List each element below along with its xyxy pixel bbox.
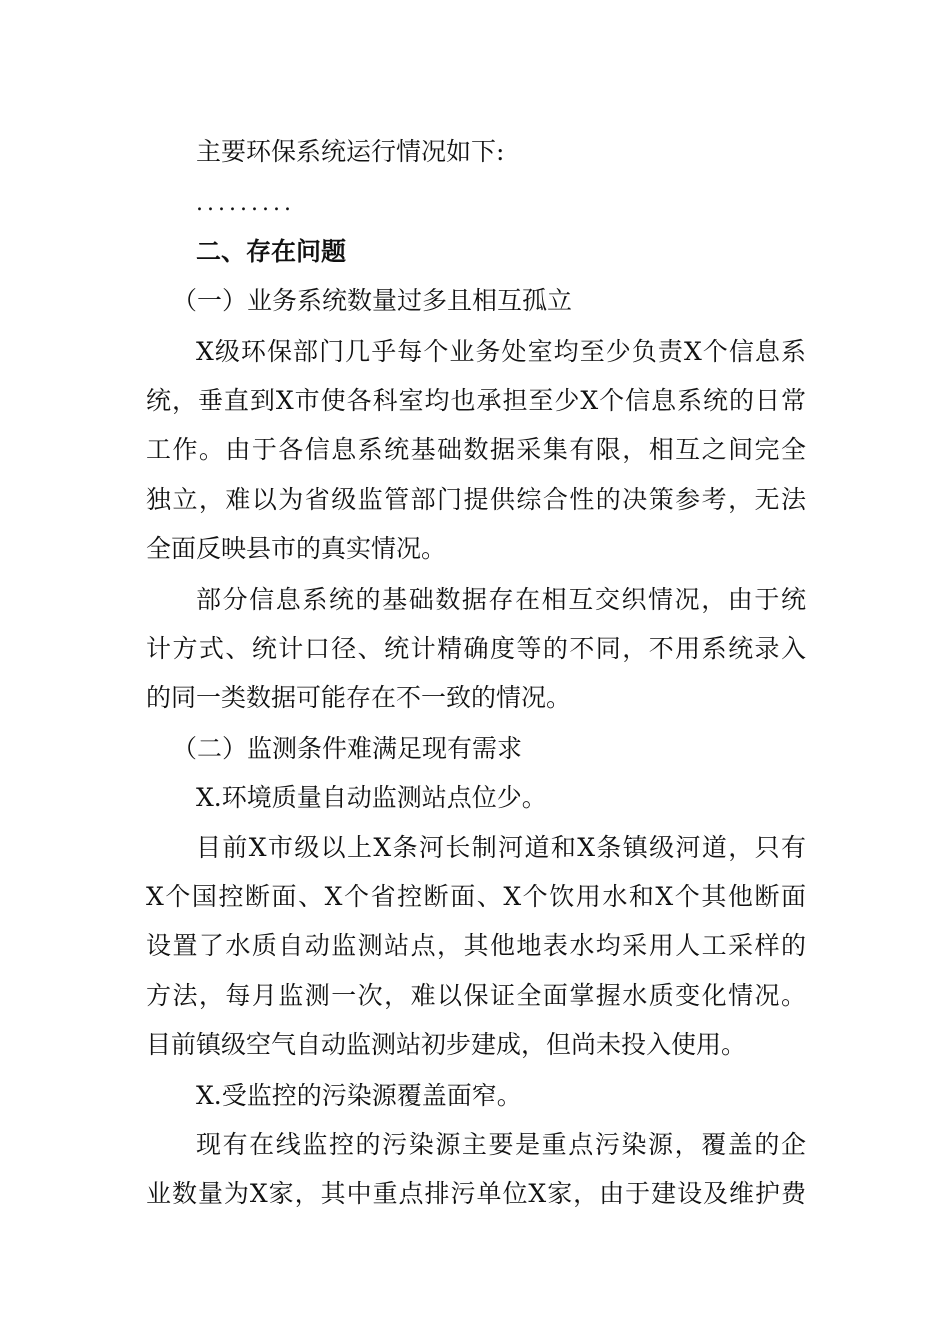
paragraph-line: 独立，难以为省级监管部门提供综合性的决策参考，无法 xyxy=(146,485,806,514)
paragraph-line: 全面反映县市的真实情况。 xyxy=(146,534,447,563)
intro-text: 主要环保系统运行情况如下: xyxy=(196,137,505,166)
subsection-heading: （一）业务系统数量过多且相互孤立 xyxy=(172,286,573,315)
paragraph-line: 方法，每月监测一次，难以保证全面掌握水质变化情况。 xyxy=(146,981,806,1010)
paragraph-line: 目前X市级以上X条河长制河道和X条镇级河道，只有 xyxy=(196,833,806,862)
paragraph-line: 的同一类数据可能存在不一致的情况。 xyxy=(146,683,572,712)
section-heading: 二、存在问题 xyxy=(196,237,347,266)
paragraph-line: 现有在线监控的污染源主要是重点污染源，覆盖的企 xyxy=(196,1130,806,1159)
paragraph-line: 业数量为X家，其中重点排污单位X家，由于建设及维护费 xyxy=(146,1179,806,1208)
paragraph-line: 部分信息系统的基础数据存在相互交织情况，由于统 xyxy=(196,585,806,614)
paragraph-line: 设置了水质自动监测站点，其他地表水均采用人工采样的 xyxy=(146,931,806,960)
paragraph-line: X个国控断面、X个省控断面、X个饮用水和X个其他断面 xyxy=(146,882,806,911)
paragraph-line: 计方式、统计口径、统计精确度等的不同，不用系统录入 xyxy=(146,634,806,663)
paragraph-line: X级环保部门几乎每个业务处室均至少负责X个信息系 xyxy=(196,337,806,366)
item-heading: X.环境质量自动监测站点位少。 xyxy=(196,783,547,812)
ellipsis: ......... xyxy=(196,191,295,216)
item-heading: X.受监控的污染源覆盖面窄。 xyxy=(196,1081,522,1110)
paragraph-line: 统，垂直到X市使各科室均也承担至少X个信息系统的日常 xyxy=(146,386,806,415)
subsection-heading: （二）监测条件难满足现有需求 xyxy=(172,734,523,763)
paragraph-line: 工作。由于各信息系统基础数据采集有限，相互之间完全 xyxy=(146,435,806,464)
paragraph-line: 目前镇级空气自动监测站初步建成，但尚未投入使用。 xyxy=(146,1030,747,1059)
